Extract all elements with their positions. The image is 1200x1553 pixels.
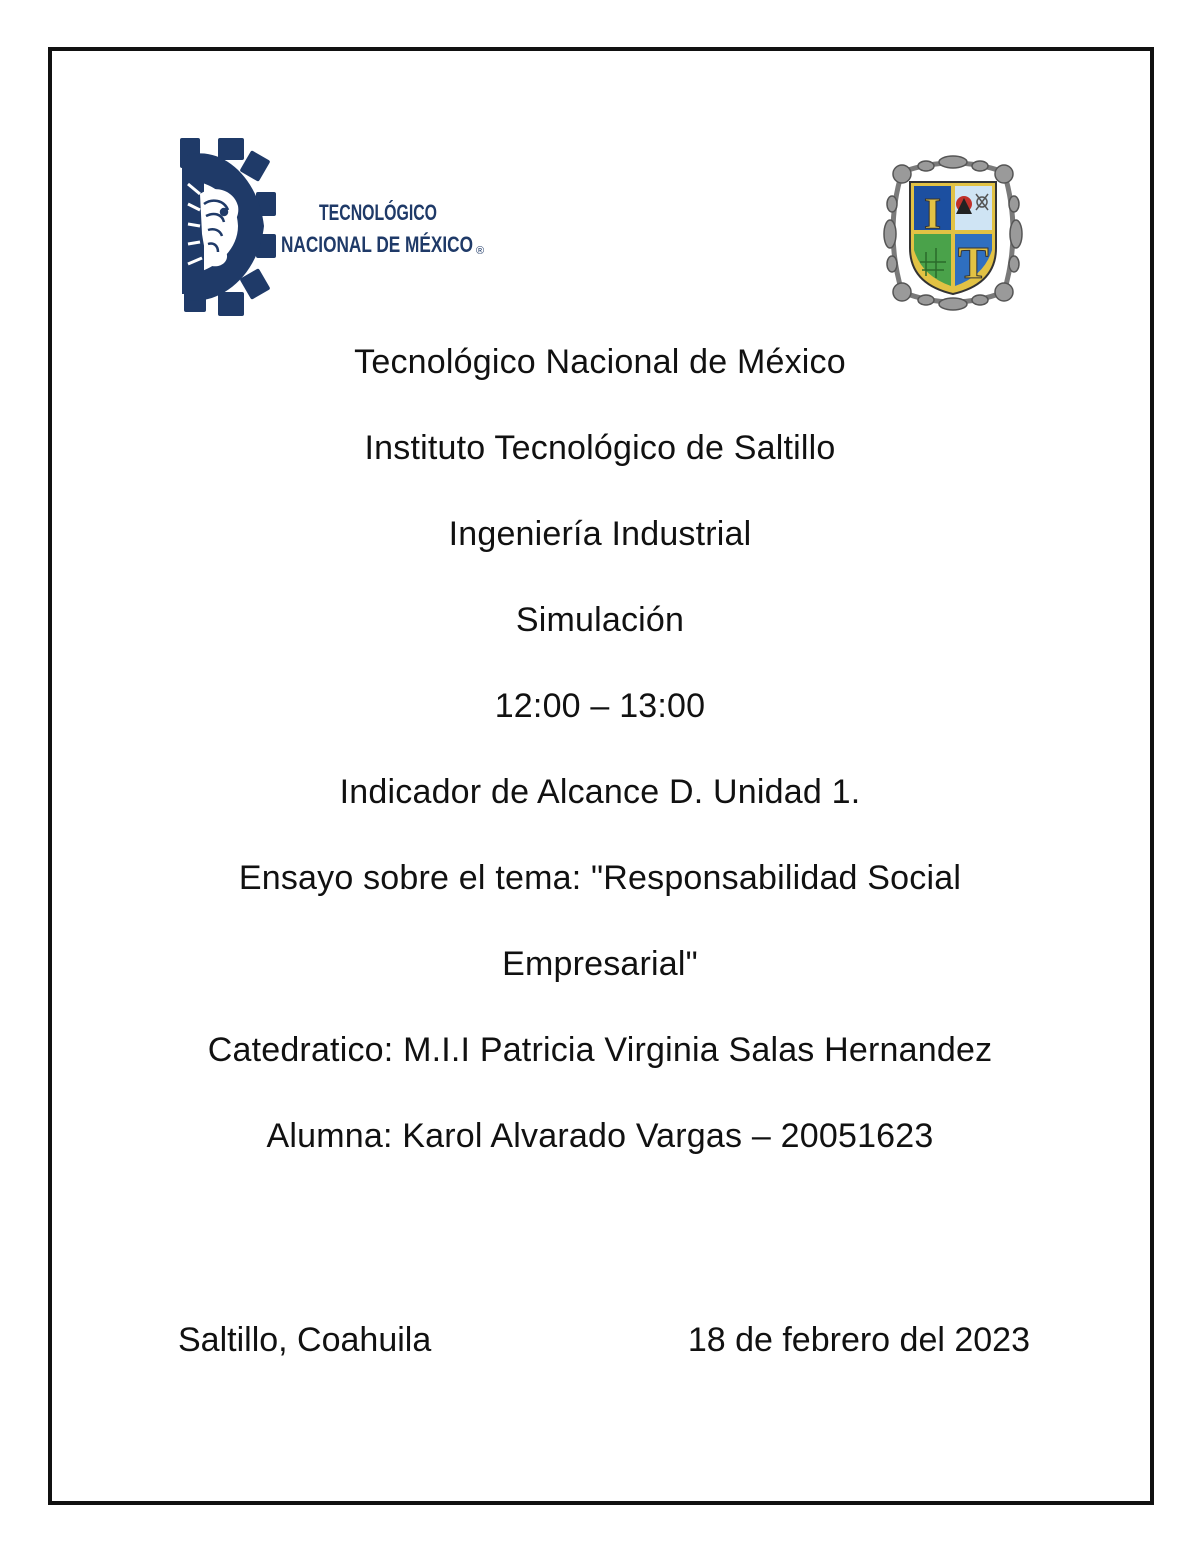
subject-name: Simulación	[515, 601, 685, 639]
crest-letter-i: I	[924, 189, 942, 238]
class-schedule: 12:00 – 13:00	[494, 687, 706, 725]
crest-letter-t: T	[958, 237, 989, 288]
document-date: 18 de febrero del 2023	[687, 1321, 1030, 1359]
registered-mark: ®	[476, 245, 485, 257]
tecnm-logo	[178, 134, 498, 320]
institution-name: Tecnológico Nacional de México	[354, 343, 846, 381]
tecnm-logo-line1: TECNOLÓGICO	[319, 200, 437, 225]
career-name: Ingeniería Industrial	[448, 515, 752, 553]
its-crest-logo	[882, 152, 1024, 314]
tecnm-logo-line2: NACIONAL DE MÉXICO	[281, 232, 473, 257]
student-name: Alumna: Karol Alvarado Vargas – 20051623	[266, 1117, 934, 1155]
essay-title-line2: Empresarial"	[502, 945, 698, 983]
professor-name: Catedratico: M.I.I Patricia Virginia Salas Hernandez	[207, 1031, 993, 1069]
assignment-indicator: Indicador de Alcance D. Unidad 1.	[339, 773, 861, 811]
essay-title-line1: Ensayo sobre el tema: "Responsabilidad Social	[238, 859, 962, 897]
location: Saltillo, Coahuila	[178, 1321, 432, 1359]
campus-name: Instituto Tecnológico de Saltillo	[364, 429, 836, 467]
